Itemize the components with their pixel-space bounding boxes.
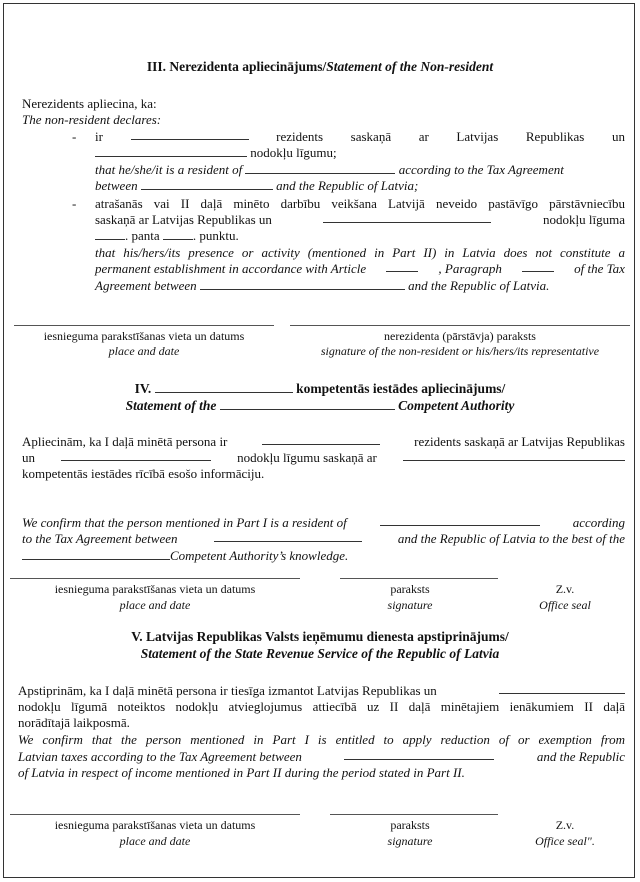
section-4-en-resident-blank[interactable] <box>380 514 540 526</box>
section-4-authority-country-blank[interactable] <box>403 449 625 461</box>
residence-country-blank[interactable] <box>131 128 249 140</box>
article-number-blank[interactable] <box>95 228 125 240</box>
resident-of-blank[interactable] <box>245 162 395 174</box>
section-4-place-date-label: iesnieguma parakstīšanas vieta un datums <box>54 582 256 596</box>
section-5-seal-label: Z.v. <box>555 818 575 832</box>
agreement-between-blank[interactable] <box>141 178 273 190</box>
pe-agreement-country-blank[interactable] <box>323 211 491 223</box>
bullet-2-en-line1: that his/hers/its presence or activity (mentioned in Part II) in Latvia does not constitute a <box>95 245 625 260</box>
section-3-heading: III. Nerezidenta apliecinājums/Statement of the Non-resident <box>146 59 494 74</box>
section-3-intro-lv: Nerezidents apliecina, ka: <box>22 96 157 111</box>
section-5-signature-label-en: signature <box>387 834 433 848</box>
section-4-en-between-blank[interactable] <box>214 530 362 542</box>
section-4-resident-blank[interactable] <box>262 433 380 445</box>
section-4-lv-line2: un nodokļu līgumu saskaņā ar <box>22 449 625 466</box>
section-3-place-date-label-en: place and date <box>108 344 180 358</box>
bullet-1-lv-line1: ir rezidents saskaņā ar Latvijas Republikas un <box>95 129 625 144</box>
section-5-lv-line2: nodokļu līgumā noteiktos nodokļu atvieglojumus attiecībā uz II daļā minētajiem ienākumiem II daļā <box>18 699 625 714</box>
paragraph-number-blank[interactable] <box>163 228 193 240</box>
section-4-signature-line[interactable] <box>340 578 498 579</box>
section-5-en-line1: We confirm that the person mentioned in Part I is entitled to apply reduction of or exemption from <box>18 732 625 747</box>
agreement-country-blank[interactable] <box>95 145 247 157</box>
section-4-en-line2: to the Tax Agreement between and the Republic of Latvia to the best of the <box>22 531 625 546</box>
section-4-lv-line1: Apliecinām, ka I daļā minētā persona ir rezidents saskaņā ar Latvijas Republikas <box>22 434 625 449</box>
bullet-2-dash: - <box>72 196 77 211</box>
section-4-en-authority-blank[interactable] <box>22 548 170 560</box>
section-3-signature-line[interactable] <box>290 325 630 326</box>
section-4-country-blank[interactable] <box>155 381 293 393</box>
section-5-heading-en: Statement of the State Revenue Service of the Republic of Latvia <box>140 646 500 661</box>
section-5-en-between-blank[interactable] <box>344 748 494 760</box>
section-4-seal-label-en: Office seal <box>539 598 591 612</box>
section-4-agreement-blank[interactable] <box>61 449 211 461</box>
section-3-place-date-line[interactable] <box>14 325 274 326</box>
bullet-2-en-line2: permanent establishment in accordance with Article , Paragraph of the Tax <box>95 261 625 276</box>
bullet-1-en-line2: between and the Republic of Latvia; <box>95 178 419 193</box>
section-5-country-blank[interactable] <box>499 682 625 694</box>
section-4-seal-label: Z.v. <box>555 582 575 596</box>
section-4-signature-label: paraksts <box>390 582 430 596</box>
bullet-2-en-line3: Agreement between and the Republic of Latvia. <box>95 278 550 293</box>
paragraph-blank-en[interactable] <box>522 260 554 272</box>
section-4-en-line1: We confirm that the person mentioned in Part I is a resident of according <box>22 515 625 530</box>
section-5-signature-line[interactable] <box>330 814 498 815</box>
section-4-authority-blank[interactable] <box>220 398 395 410</box>
section-5-lv-line3: norādītajā laikposmā. <box>18 715 130 730</box>
section-4-lv-line3: kompetentās iestādes rīcībā esošo informāciju. <box>22 466 265 481</box>
section-3-signature-label-en: signature of the non-resident or his/hers/its representative <box>320 344 600 358</box>
section-5-seal-label-en: Office seal". <box>535 834 595 848</box>
section-5-place-date-label: iesnieguma parakstīšanas vieta un datums <box>54 818 256 832</box>
bullet-2-lv-line2: saskaņā ar Latvijas Republikas un nodokļu līguma <box>95 212 625 227</box>
pe-agreement-between-blank[interactable] <box>200 278 405 290</box>
section-3-signature-label: nerezidenta (pārstāvja) paraksts <box>384 329 536 343</box>
section-5-place-date-line[interactable] <box>10 814 300 815</box>
bullet-1-dash: - <box>72 129 77 144</box>
section-4-place-date-label-en: place and date <box>119 598 191 612</box>
section-3-place-date-label: iesnieguma parakstīšanas vieta un datums <box>43 329 245 343</box>
bullet-2-lv-line1: atrašanās vai II daļā minēto darbību veikšana Latvijā neveido pastāvīgo pārstāvniecību <box>95 196 625 211</box>
section-5-heading: V. Latvijas Republikas Valsts ieņēmumu dienesta apstiprinājums/ <box>131 629 509 644</box>
section-4-heading-en: Statement of the Competent Authority <box>125 398 515 413</box>
section-5-place-date-label-en: place and date <box>119 834 191 848</box>
article-blank-en[interactable] <box>386 260 418 272</box>
section-5-signature-label: paraksts <box>390 818 430 832</box>
section-5-en-line3: of Latvia in respect of income mentioned in Part II during the period stated in Part II. <box>18 765 465 780</box>
section-4-signature-label-en: signature <box>387 598 433 612</box>
bullet-1-lv-line2: nodokļu līgumu; <box>95 144 337 161</box>
section-5-lv-line1: Apstiprinām, ka I daļā minētā persona ir tiesīga izmantot Latvijas Republikas un <box>18 682 625 699</box>
section-5-en-line2: Latvian taxes according to the Tax Agreement between and the Republic <box>18 749 625 764</box>
section-3-intro-en: The non-resident declares: <box>22 112 162 127</box>
bullet-1-en-line1: that he/she/it is a resident of according to the Tax Agreement <box>95 162 564 177</box>
section-4-en-line3: Competent Authority’s knowledge. <box>22 547 348 564</box>
section-4-heading: IV. kompetentās iestādes apliecinājums/ <box>134 381 506 396</box>
section-4-place-date-line[interactable] <box>10 578 300 579</box>
bullet-2-lv-line3: . panta . punktu. <box>95 227 239 244</box>
